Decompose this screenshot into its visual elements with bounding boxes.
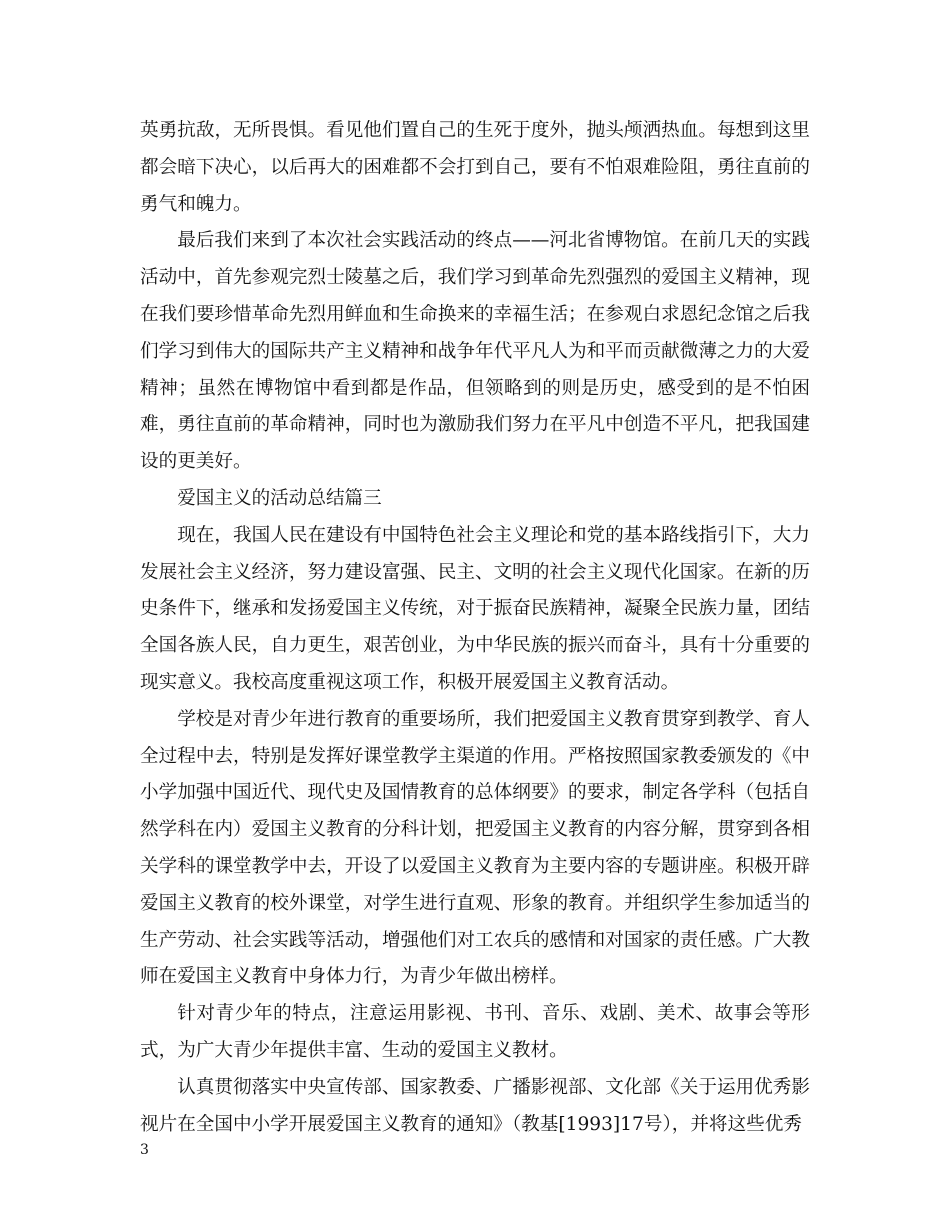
- paragraph-school-education: 学校是对青少年进行教育的重要场所，我们把爱国主义教育贯穿到教学、育人全过程中去，特别是发挥好课堂教学主渠道的作用。严格按照国家教委颁发的《中小学加强中国近代、现代史及国情教育的总体纲要》的要求，制定各学科（包括自然学科在内）爱国主义教育的分科计划，把爱国主义教育的内容分解，贯穿到各相关学科的课堂教学中去，开设了以爱国主义教育为主要内容的专题讲座。积极开辟爱国主义教育的校外课堂，对学生进行直观、形象的教育。并组织学生参加适当的生产劳动、社会实践等活动，增强他们对工农兵的感情和对国家的责任感。广大教师在爱国主义教育中身体力行，为青少年做出榜样。: [140, 708, 810, 988]
- paragraph-socialist-construction: 现在，我国人民在建设有中国特色社会主义理论和党的基本路线指引下，大力发展社会主义经济，努力建设富强、民主、文明的社会主义现代化国家。在新的历史条件下，继承和发扬爱国主义传统，对于振奋民族精神，凝聚全民族力量，团结全国各族人民，自力更生，艰苦创业，为中华民族的振兴而奋斗，具有十分重要的现实意义。我校高度重视这项工作，积极开展爱国主义教育活动。: [140, 524, 810, 693]
- paragraph-film-notice: 认真贯彻落实中央宣传部、国家教委、广播影视部、文化部《关于运用优秀影视片在全国中小学开展爱国主义教育的通知》（教基[1993]17号），并将这些优秀: [140, 1076, 810, 1135]
- paragraph-hebei-museum: 最后我们来到了本次社会实践活动的终点——河北省博物馆。在前几天的实践活动中，首先参观完烈士陵墓之后，我们学习到革命先烈强烈的爱国主义精神，现在我们要珍惜革命先烈用鲜血和生命换来的幸福生活；在参观白求恩纪念馆之后我们学习到伟大的国际共产主义精神和战争年代平凡人为和平而贡献微薄之力的大爱精神；虽然在博物馆中看到都是作品，但领略到的则是历史，感受到的是不怕困难，勇往直前的革命精神，同时也为激励我们努力在平凡中创造不平凡，把我国建设的更美好。: [140, 230, 810, 473]
- paragraph-youth-materials: 针对青少年的特点，注意运用影视、书刊、音乐、戏剧、美术、故事会等形式，为广大青少年提供丰富、生动的爱国主义教材。: [140, 1003, 810, 1061]
- page-number: 3: [140, 1142, 149, 1158]
- paragraph-heroic-resistance: 英勇抗敌，无所畏惧。看见他们置自己的生死于度外，抛头颅洒热血。每想到这里都会暗下决心，以后再大的困难都不会打到自己，要有不怕艰难险阻，勇往直前的勇气和魄力。: [140, 120, 810, 215]
- document-body: [140, 113, 810, 1143]
- section-heading-part-three: 爱国主义的活动总结篇三: [177, 487, 382, 509]
